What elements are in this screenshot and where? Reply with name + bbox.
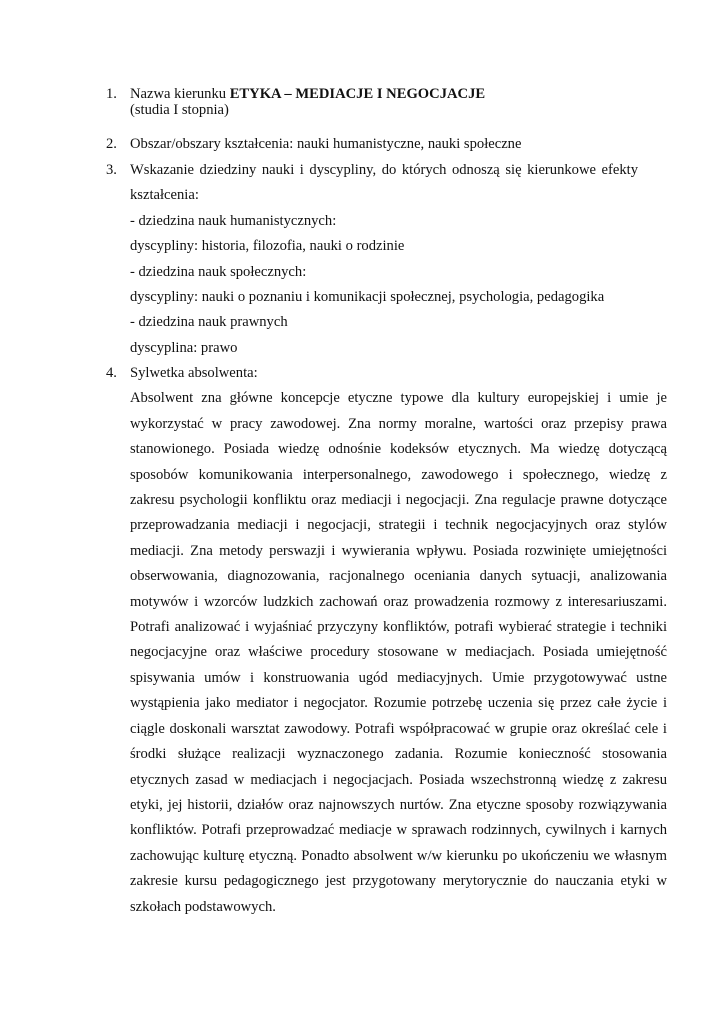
item-number: 4. — [106, 365, 117, 381]
education-areas: Obszar/obszary kształcenia: nauki humanistyczne, nauki społeczne — [130, 136, 522, 152]
disciplines-law: dyscyplina: prawo — [130, 339, 238, 356]
section-3 — [108, 158, 638, 361]
disciplines-social: dyscypliny: nauki o poznaniu i komunikacji społecznej, psychologia, pedagogika — [130, 289, 605, 306]
disciplines-heading-line-1: Wskazanie dziedziny nauki i dyscypliny, do których odnoszą się kierunkowe efekty — [130, 162, 638, 178]
item-number: 3. — [106, 162, 117, 178]
section-2 — [108, 136, 638, 153]
program-name-prefix: Nazwa kierunku — [130, 86, 230, 102]
section-4 — [106, 361, 667, 920]
program-name: ETYKA – MEDIACJE I NEGOCJACJE — [229, 86, 486, 102]
domain-humanities: - dziedzina nauk humanistycznych: — [130, 212, 337, 229]
graduate-profile-text: Absolwent zna główne koncepcje etyczne typowe dla kultury europejskiej i umie je wykorzystać w pracy zawodowej. Zna normy moralne, wartości oraz przepisy prawa stanowionego. Posiada wiedzę odnośnie kodeksów etycznych. Ma wiedzę dotyczącą sposobów komunikowania interpersonalnego, zawodowego i społecznego, wiedzę z zakresu psychologii konfliktu oraz mediacji i negocjacji. Zna regulacje prawne dotyczące przeprowadzania mediacji i negocjacji, strategii i technik negocjacyjnych oraz stylów mediacji. Zna metody perswazji i wywierania wpływu. Posiada rozwinięte umiejętności obserwowania, diagnozowania, racjonalnego oceniania danych sytuacji, analizowania motywów i wzorców ludzkich zachowań oraz prowadzenia rozmowy z interesariuszami. Potrafi analizować i wyjaśniać przyczyny konfliktów, potrafi wybierać strategie i techniki negocjacyjne oraz właściwe procedury stosowane w mediacjach. Posiada umiejętność spisywania umów i konstruowania ugód mediacyjnych. Umie przygotowywać ustne wystąpienia jako mediator i negocjator. Rozumie potrzebę uczenia się przez całe życie i ciągle doskonali warsztat zawodowy. Potrafi współpracować w grupie oraz określać cele i środki służące realizacji wyznaczonego zadania. Rozumie konieczność stosowania etycznych zasad w mediacjach i negocjacjach. Posiada wszechstronną wiedzę z zakresu etyki, jej historii, działów oraz najnowszych nurtów. Zna etyczne sposoby rozwiązywania konfliktów. Potrafi przeprowadzać mediacje w sprawach rodzinnych, cywilnych i karnych zachowując kulturę etyczną. Ponadto absolwent w/w kierunku po ukończeniu we własnym zakresie kursu pedagogicznego jest przygotowany merytorycznie do nauczania etyki w szkołach podstawowych. — [130, 390, 667, 915]
disciplines-humanities: dyscypliny: historia, filozofia, nauki o rodzinie — [130, 238, 405, 255]
program-level: (studia I stopnia) — [130, 102, 229, 118]
item-number: 2. — [106, 136, 117, 152]
program-name-line — [130, 86, 638, 102]
domain-social: - dziedzina nauk społecznych: — [130, 263, 307, 280]
item-number: 1. — [106, 86, 117, 102]
graduate-profile-heading: Sylwetka absolwenta: — [130, 365, 258, 381]
section-1 — [108, 86, 638, 118]
disciplines-heading-line-2: kształcenia: — [130, 187, 199, 204]
domain-law: - dziedzina nauk prawnych — [130, 314, 288, 331]
